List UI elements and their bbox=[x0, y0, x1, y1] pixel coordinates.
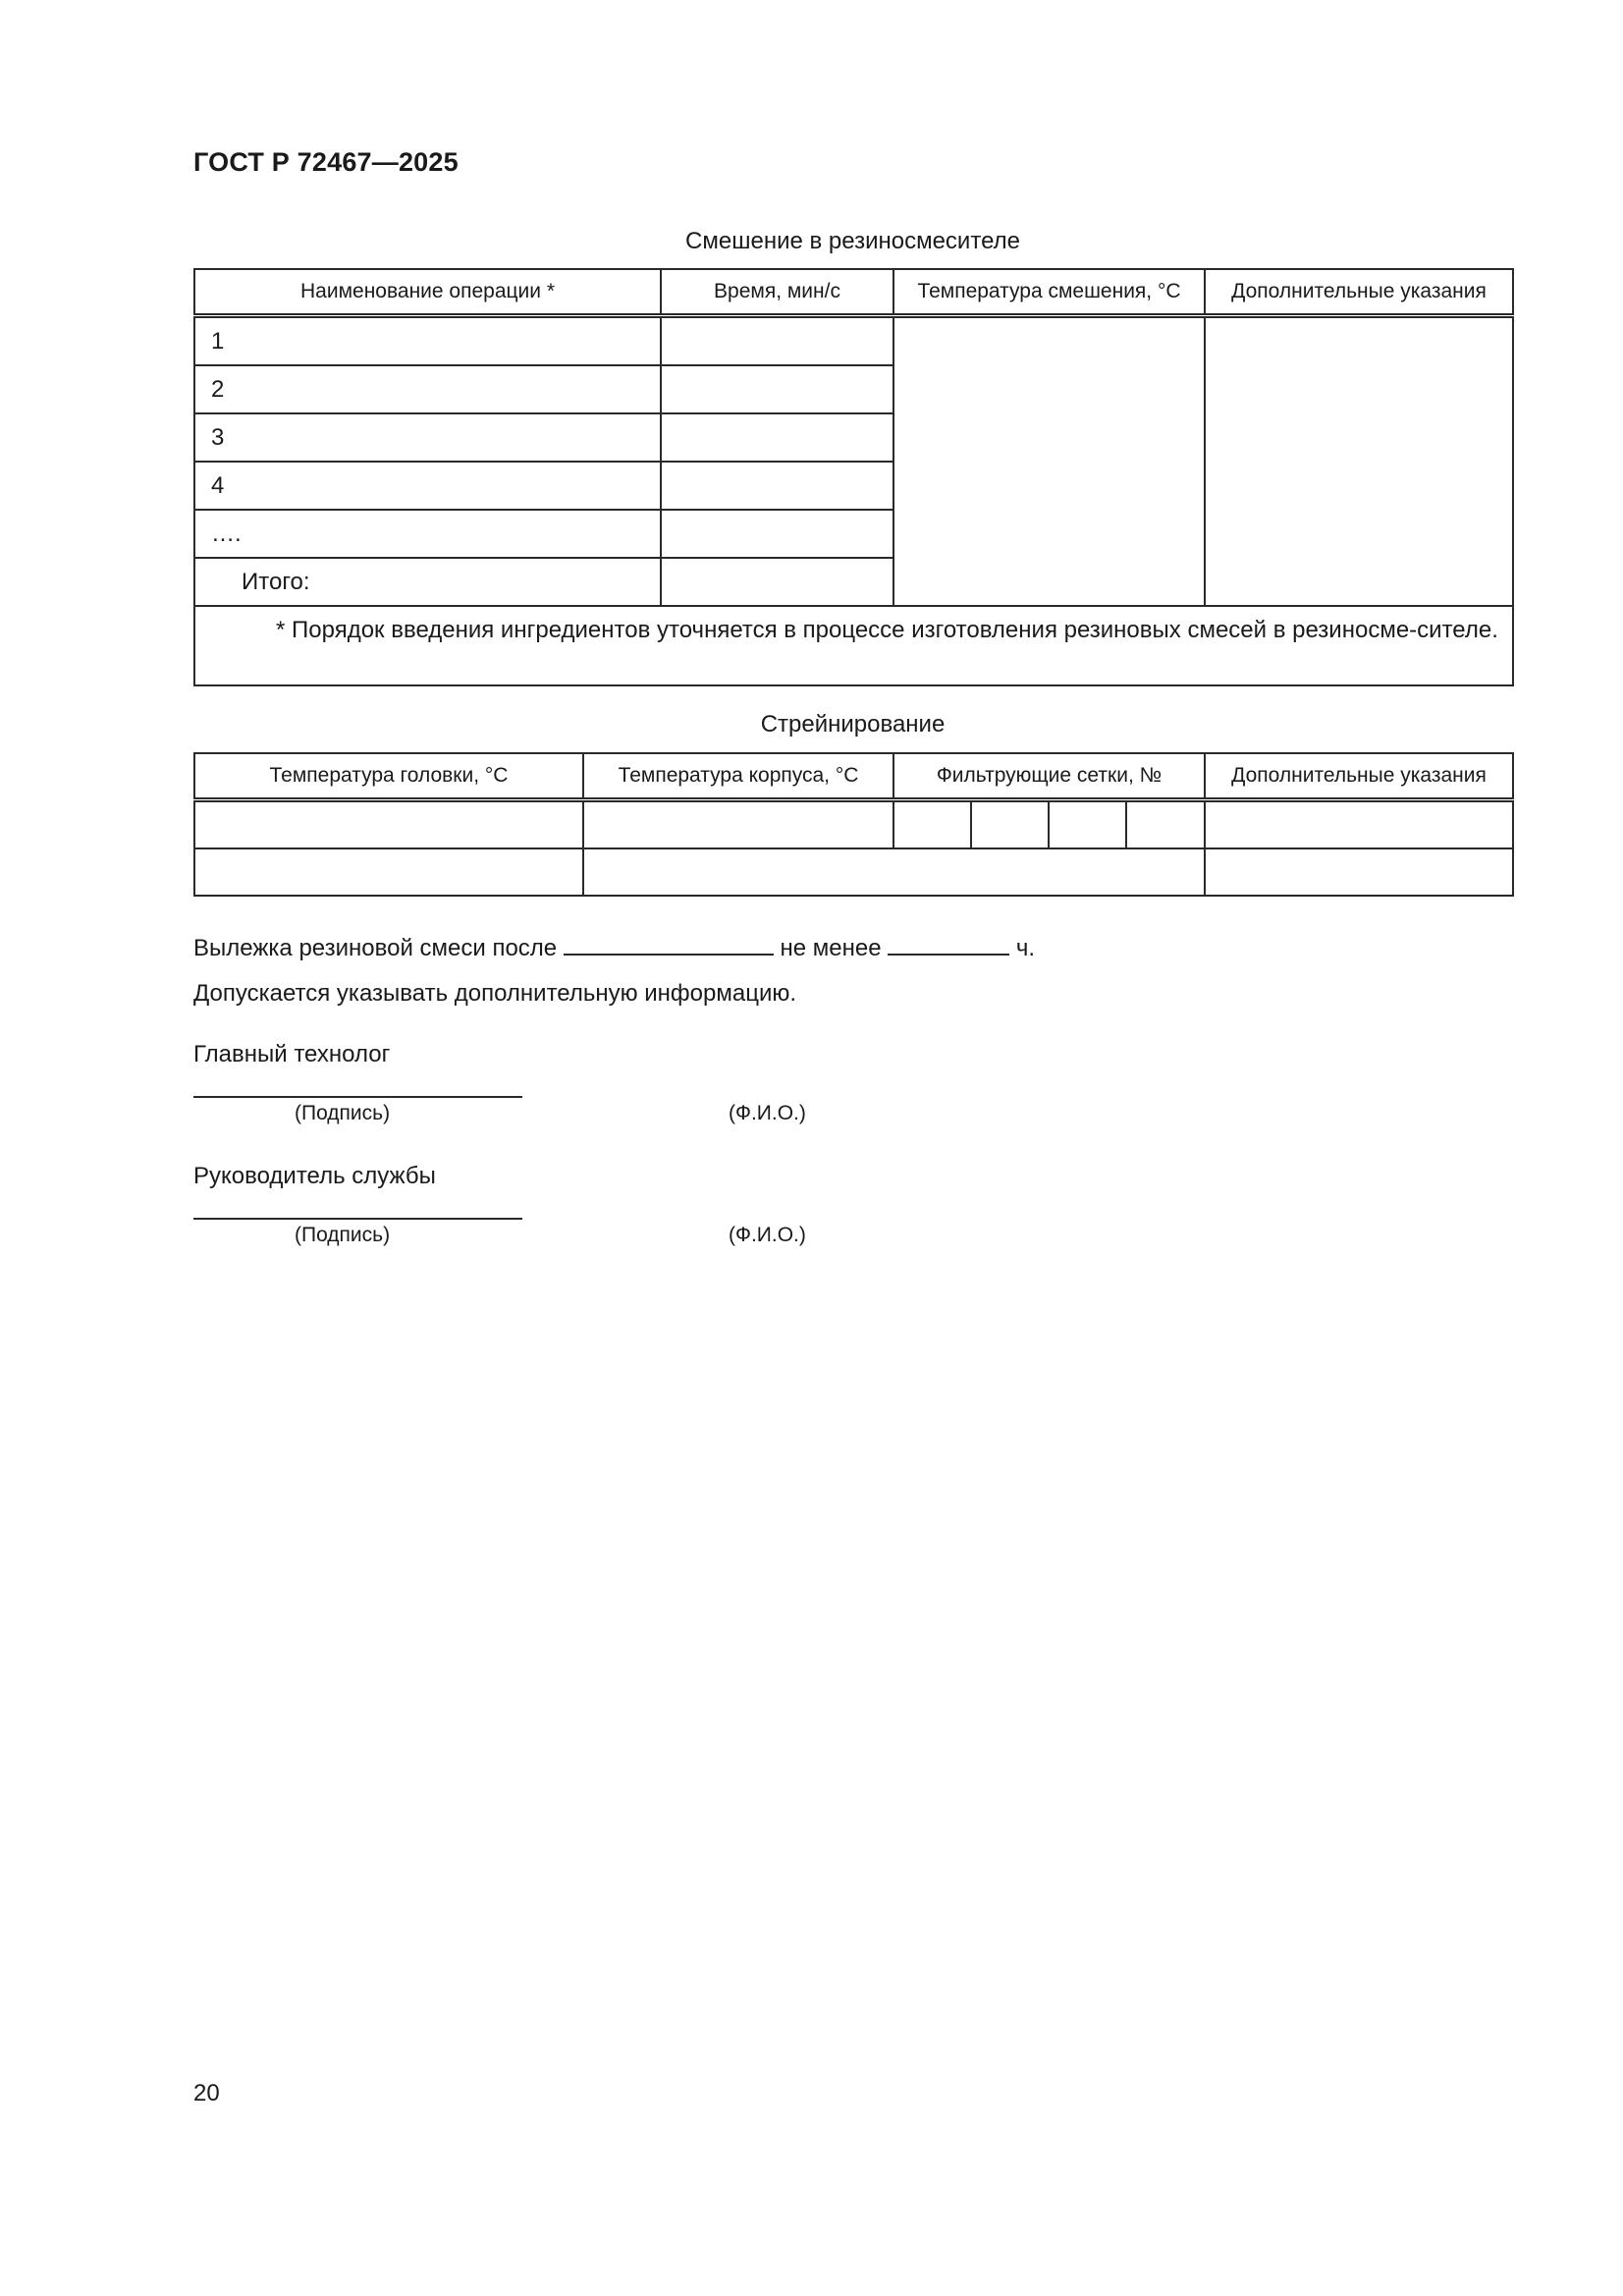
total-label: Итого: bbox=[194, 558, 661, 606]
time-cell bbox=[661, 413, 893, 462]
aging-suffix: ч. bbox=[1015, 935, 1036, 961]
mixing-table bbox=[193, 268, 1514, 686]
signature-role-chief-technologist: Главный технолог bbox=[193, 1041, 391, 1067]
filter-screen-cell bbox=[1126, 800, 1205, 849]
table-row bbox=[194, 800, 1513, 849]
aging-hours-blank[interactable] bbox=[888, 950, 1009, 956]
time-cell bbox=[661, 462, 893, 510]
operation-number: 4 bbox=[194, 462, 661, 510]
column-header-additional-notes: Дополнительные указания bbox=[1205, 753, 1513, 800]
time-cell bbox=[661, 365, 893, 413]
document-header: ГОСТ Р 72467—2025 bbox=[193, 147, 459, 177]
aging-line bbox=[193, 935, 1035, 962]
filter-screen-cell bbox=[971, 800, 1049, 849]
operation-number: 1 bbox=[194, 316, 661, 366]
time-cell bbox=[661, 316, 893, 366]
column-header-time: Время, мин/с bbox=[661, 269, 893, 316]
additional-notes-cell bbox=[1205, 316, 1513, 607]
aging-prefix: Вылежка резиновой смеси после bbox=[193, 935, 558, 961]
operation-number: 2 bbox=[194, 365, 661, 413]
signature-line[interactable] bbox=[193, 1096, 522, 1098]
total-time-cell bbox=[661, 558, 893, 606]
mixing-temperature-cell bbox=[893, 316, 1205, 607]
operation-number: …. bbox=[194, 510, 661, 558]
name-caption: (Ф.И.О.) bbox=[729, 1102, 806, 1124]
head-temperature-cell bbox=[194, 800, 583, 849]
page-number: 20 bbox=[193, 2080, 220, 2106]
footnote-cell bbox=[194, 606, 1513, 685]
filter-screen-cell bbox=[893, 800, 971, 849]
name-caption: (Ф.И.О.) bbox=[729, 1224, 806, 1246]
head-temperature-cell bbox=[194, 848, 583, 896]
additional-info-text: Допускается указывать дополнительную информацию. bbox=[193, 980, 797, 1007]
signature-role-service-head: Руководитель службы bbox=[193, 1163, 436, 1189]
aging-middle: не менее bbox=[780, 935, 882, 961]
filter-screen-cell bbox=[1049, 800, 1126, 849]
footnote-row bbox=[194, 606, 1513, 685]
signature-line[interactable] bbox=[193, 1218, 522, 1220]
straining-header-row bbox=[194, 753, 1513, 800]
column-header-filter-screens: Фильтрующие сетки, № bbox=[893, 753, 1205, 800]
straining-section-title: Стрейнирование bbox=[760, 711, 946, 738]
column-header-head-temperature: Температура головки, °С bbox=[194, 753, 583, 800]
mixing-section-title: Смешение в резиносмесителе bbox=[685, 228, 1020, 254]
footnote-text: Порядок введения ингредиентов уточняется в процессе изготовления резиновых смесей в резиносме-сителе. bbox=[292, 617, 1498, 643]
column-header-mixing-temperature: Температура смешения, °С bbox=[893, 269, 1205, 316]
signature-caption: (Подпись) bbox=[295, 1224, 391, 1246]
mixing-header-row bbox=[194, 269, 1513, 316]
additional-notes-cell bbox=[1205, 848, 1513, 896]
aging-after-blank[interactable] bbox=[564, 950, 774, 956]
merged-cell bbox=[583, 848, 1205, 896]
table-row bbox=[194, 848, 1513, 896]
signature-caption: (Подпись) bbox=[295, 1102, 391, 1124]
column-header-operation: Наименование операции * bbox=[194, 269, 661, 316]
operation-number: 3 bbox=[194, 413, 661, 462]
footnote-marker: * bbox=[276, 617, 286, 643]
column-header-body-temperature: Температура корпуса, °С bbox=[583, 753, 893, 800]
additional-notes-cell bbox=[1205, 800, 1513, 849]
body-temperature-cell bbox=[583, 800, 893, 849]
column-header-additional-notes: Дополнительные указания bbox=[1205, 269, 1513, 316]
straining-table bbox=[193, 752, 1514, 897]
table-row bbox=[194, 316, 1513, 366]
time-cell bbox=[661, 510, 893, 558]
